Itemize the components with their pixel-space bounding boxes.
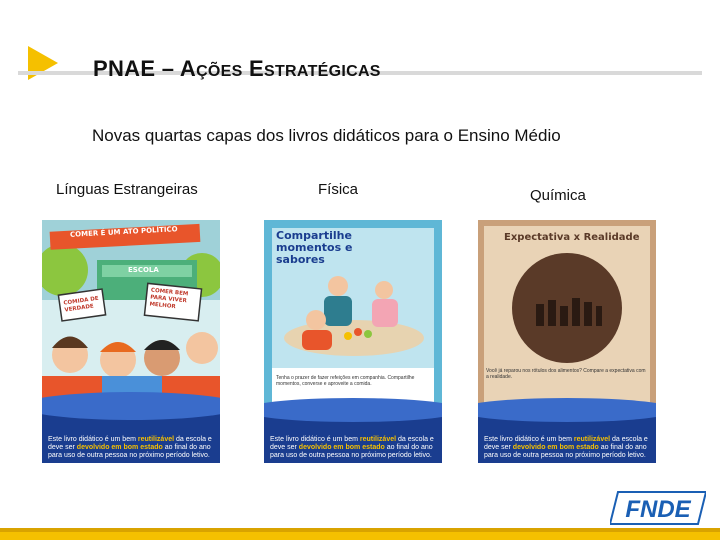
banner-text: COMER É UM ATO POLÍTICO — [69, 225, 178, 239]
cover-linguas — [42, 220, 220, 463]
cover-caption: Este livro didático é um bem reutilizável da escola e deve ser devolvido em bom estado ao final do ano para uso de outra pessoa no próximo período letivo. — [270, 436, 434, 459]
cover-heading: Compartilhe momentos e sabores — [276, 229, 353, 266]
cover-heading: Expectativa x Realidade — [504, 232, 640, 243]
label-fisica: Física — [318, 181, 359, 198]
cover-caption: Este livro didático é um bem reutilizável da escola e deve ser devolvido em bom estado ao final do ano para uso de outra pessoa no próximo período letivo. — [484, 436, 648, 459]
fnde-logo — [610, 490, 706, 526]
label-quimica: Química — [530, 187, 586, 204]
sign-right: COMER BEM PARA VIVER MELHOR — [149, 287, 189, 311]
cover-body: Você já reparou nos rótulos dos alimentos? Compare a expectativa com a realidade. — [486, 368, 646, 380]
svg-text:FNDE: FNDE — [625, 496, 691, 523]
sign-left: COMIDA DE VERDADE — [63, 295, 99, 314]
slide-title: PNAE – AÇÕES ESTRATÉGICAS — [93, 56, 381, 81]
cover-fisica — [264, 220, 442, 463]
cover-body: Tenha o prazer de fazer refeições em companhia. Compartilhe momentos, converse e aproveite a comida. — [276, 375, 415, 387]
cover-quimica — [478, 220, 656, 463]
school-sign: ESCOLA — [128, 266, 159, 274]
footer-bar — [0, 532, 720, 540]
slide-subtitle: Novas quartas capas dos livros didáticos para o Ensino Médio — [92, 126, 561, 145]
cover-caption: Este livro didático é um bem reutilizável da escola e deve ser devolvido em bom estado ao final do ano para uso de outra pessoa no próximo período letivo. — [48, 436, 212, 459]
label-linguas: Línguas Estrangeiras — [56, 181, 198, 198]
